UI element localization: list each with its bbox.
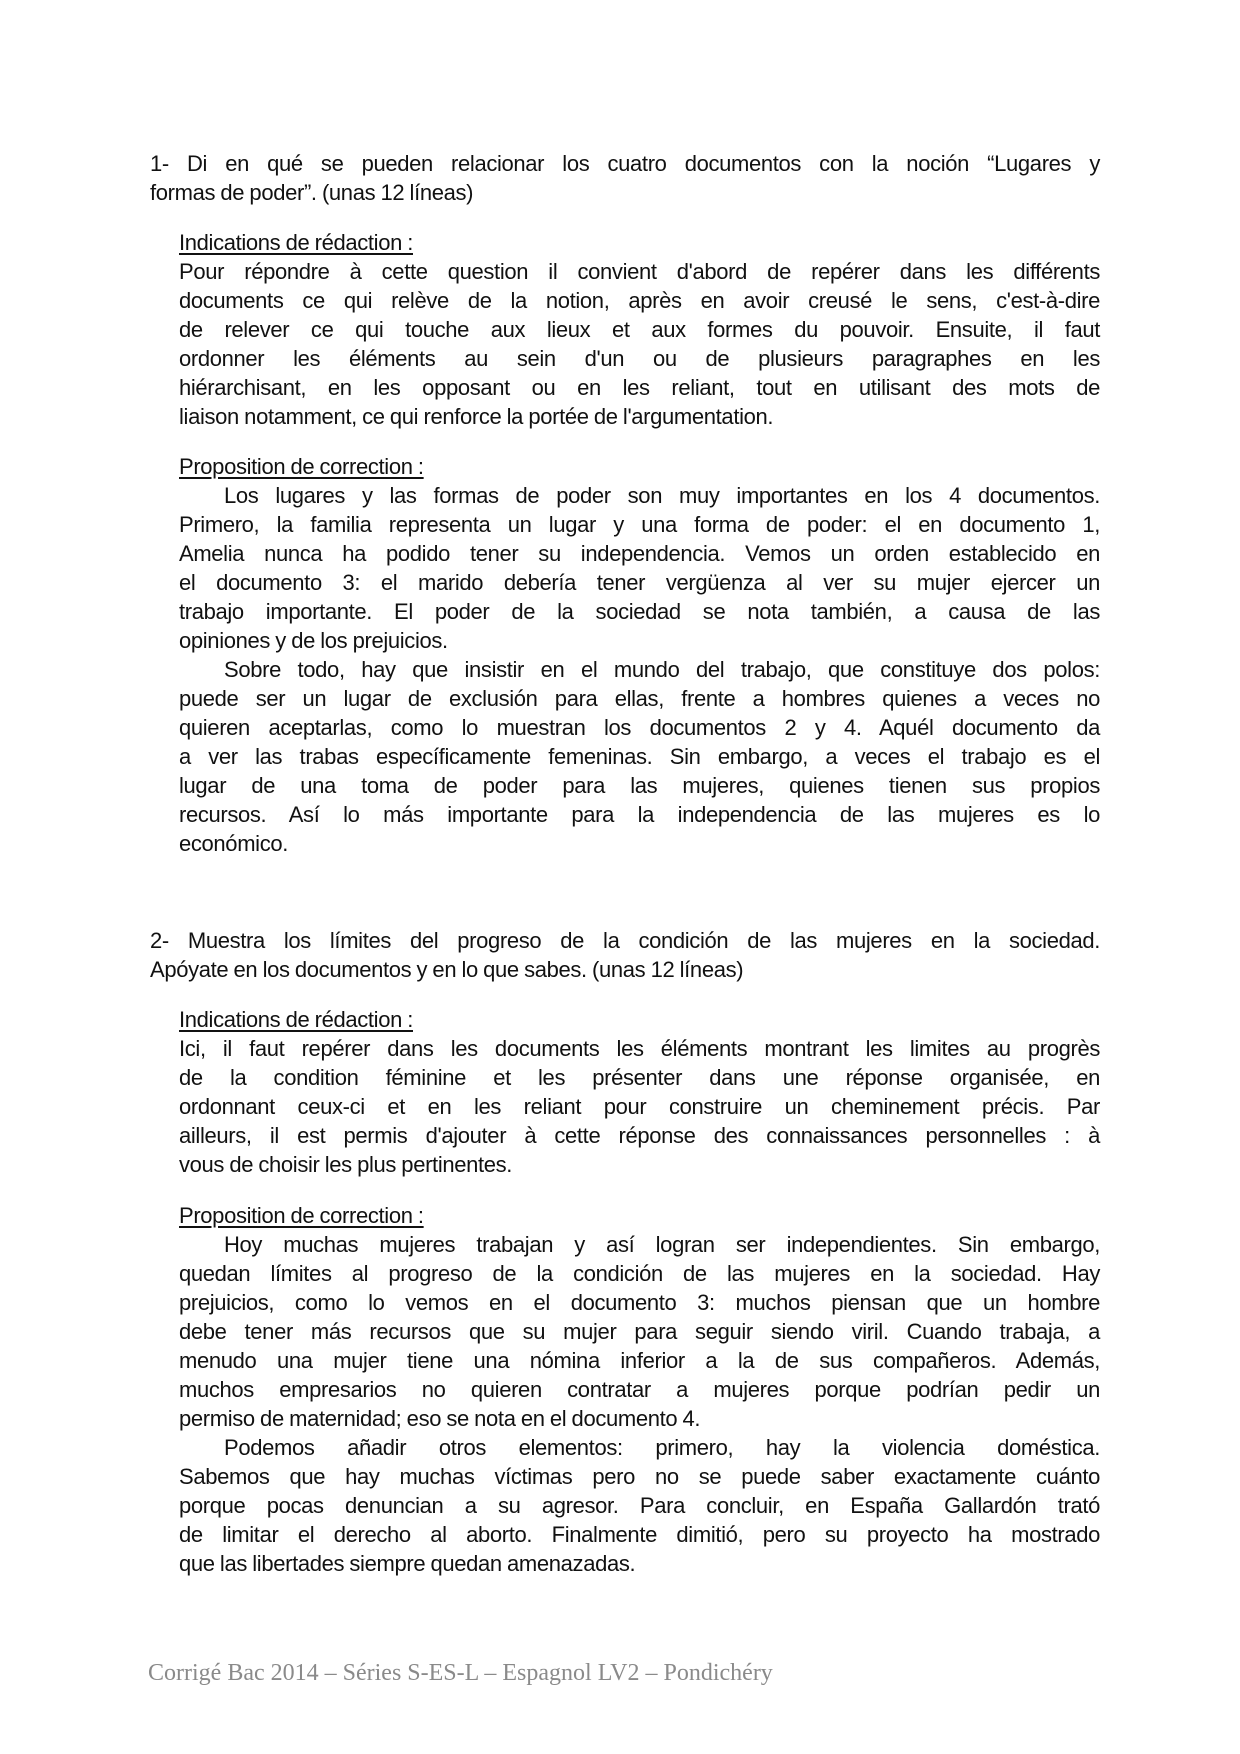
indications-line: hiérarchisant, en les opposant ou en les reliant, tout en utilisant des mots de [179, 375, 1100, 400]
proposition-line: quieren aceptarlas, como lo muestran los documentos 2 y 4. Aquél documento da [179, 715, 1100, 740]
indications-line: Ici, il faut repérer dans les documents les éléments montrant les limites au progrès [179, 1036, 1100, 1061]
proposition-line: de limitar el derecho al aborto. Finalmente dimitió, pero su proyecto ha mostrado [179, 1522, 1100, 1547]
proposition-line: prejuicios, como lo vemos en el documento 3: muchos piensan que un hombre [179, 1290, 1100, 1315]
proposition-line: Podemos añadir otros elementos: primero, hay la violencia doméstica. [224, 1435, 1100, 1460]
question-line: Apóyate en los documentos y en lo que sabes. (unas 12 líneas) [150, 957, 744, 982]
proposition-heading-text: Proposition de correction : [179, 454, 424, 479]
question-1 [150, 149, 1100, 207]
indications-line: ailleurs, il est permis d'ajouter à cette réponse des connaissances personnelles : à [179, 1123, 1100, 1148]
proposition-line: muchos empresarios no quieren contratar a mujeres porque podrían pedir un [179, 1377, 1100, 1402]
page-footer: Corrigé Bac 2014 – Séries S-ES-L – Espagnol LV2 – Pondichéry [148, 1660, 773, 1686]
proposition-text [179, 1230, 1100, 1578]
proposition-line: Primero, la familia representa un lugar y una forma de poder: el en documento 1, [179, 512, 1100, 537]
proposition-line: recursos. Así lo más importante para la independencia de las mujeres es lo [179, 802, 1100, 827]
proposition-line: económico. [179, 831, 289, 856]
proposition-line: Sobre todo, hay que insistir en el mundo del trabajo, que constituye dos polos: [224, 657, 1100, 682]
proposition-line: menudo una mujer tiene una nómina inferior a la de sus compañeros. Además, [179, 1348, 1100, 1373]
indications-heading [179, 228, 1100, 257]
proposition-heading-text: Proposition de correction : [179, 1203, 424, 1228]
proposition-line: trabajo importante. El poder de la sociedad se nota también, a causa de las [179, 599, 1100, 624]
indications-line: ordonnant ceux-ci et en les reliant pour construire un cheminement précis. Par [179, 1094, 1100, 1119]
indications-line: documents ce qui relève de la notion, après en avoir creusé le sens, c'est-à-dire [179, 288, 1100, 313]
proposition-line: lugar de una toma de poder para las mujeres, quienes tienen sus propios [179, 773, 1100, 798]
proposition-line: opiniones y de los prejuicios. [179, 628, 448, 653]
proposition-line: permiso de maternidad; eso se nota en el documento 4. [179, 1406, 701, 1431]
indications-heading [179, 1005, 1100, 1034]
proposition-line: porque pocas denuncian a su agresor. Para concluir, en España Gallardón trató [179, 1493, 1100, 1518]
question-line: formas de poder”. (unas 12 líneas) [150, 180, 474, 205]
question-line: 2- Muestra los límites del progreso de la condición de las mujeres en la sociedad. [150, 928, 1100, 953]
proposition-line: el documento 3: el marido debería tener vergüenza al ver su mujer ejercer un [179, 570, 1100, 595]
indications-line: Pour répondre à cette question il convient d'abord de repérer dans les différents [179, 259, 1100, 284]
indications-text [179, 1034, 1100, 1179]
indications-line: de la condition féminine et les présenter dans une réponse organisée, en [179, 1065, 1100, 1090]
indications-text [179, 257, 1100, 431]
proposition-line: Hoy muchas mujeres trabajan y así logran ser independientes. Sin embargo, [224, 1232, 1100, 1257]
proposition-line: Amelia nunca ha podido tener su independencia. Vemos un orden establecido en [179, 541, 1100, 566]
proposition-text [179, 481, 1100, 858]
proposition-heading [179, 1201, 1100, 1230]
proposition-line: debe tener más recursos que su mujer para seguir siendo viril. Cuando trabaja, a [179, 1319, 1100, 1344]
proposition-line: que las libertades siempre quedan amenazadas. [179, 1551, 636, 1576]
proposition-line: puede ser un lugar de exclusión para ellas, frente a hombres quienes a veces no [179, 686, 1100, 711]
indications-line: de relever ce qui touche aux lieux et aux formes du pouvoir. Ensuite, il faut [179, 317, 1100, 342]
proposition-line: Los lugares y las formas de poder son muy importantes en los 4 documentos. [224, 483, 1100, 508]
question-2 [150, 926, 1100, 984]
proposition-heading [179, 452, 1100, 481]
indications-line: vous de choisir les plus pertinentes. [179, 1152, 513, 1177]
indications-heading-text: Indications de rédaction : [179, 1007, 413, 1032]
proposition-line: Sabemos que hay muchas víctimas pero no se puede saber exactamente cuánto [179, 1464, 1100, 1489]
proposition-line: quedan límites al progreso de la condición de las mujeres en la sociedad. Hay [179, 1261, 1100, 1286]
question-line: 1- Di en qué se pueden relacionar los cuatro documentos con la noción “Lugares y [150, 151, 1100, 176]
indications-heading-text: Indications de rédaction : [179, 230, 413, 255]
indications-line: liaison notamment, ce qui renforce la portée de l'argumentation. [179, 404, 774, 429]
indications-line: ordonner les éléments au sein d'un ou de plusieurs paragraphes en les [179, 346, 1100, 371]
proposition-line: a ver las trabas específicamente femeninas. Sin embargo, a veces el trabajo es el [179, 744, 1100, 769]
